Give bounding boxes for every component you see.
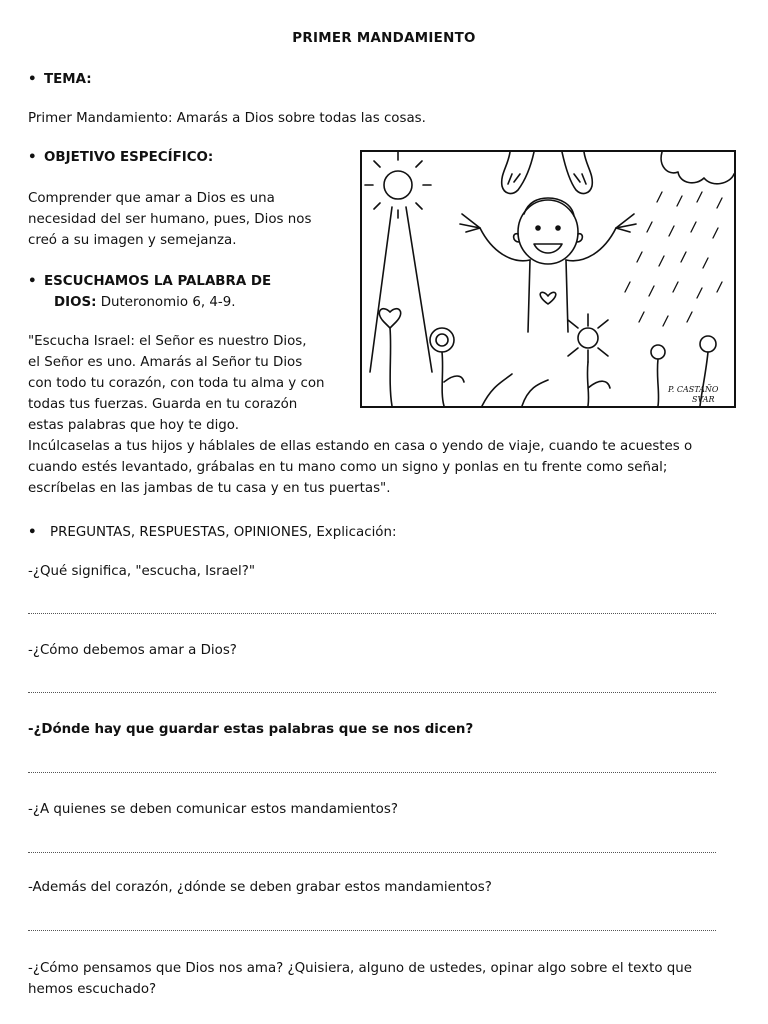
bullet-icon: • [28,72,37,87]
bullet-icon: • [28,150,37,165]
question-6 [28,958,692,1000]
question-2: -¿Cómo debemos amar a Dios? [28,643,237,658]
answer-line-4[interactable] [28,852,716,853]
objetivo-line: creó a su imagen y semejanza. [28,233,237,248]
objetivo-line: Comprender que amar a Dios es una [28,191,275,206]
bullet-icon: • [28,525,37,540]
question-3: -¿Dónde hay que guardar estas palabras que se nos dicen? [28,722,474,737]
question-6-line: hemos escuchado? [28,982,157,997]
rain-icon [625,192,722,326]
quote-line: estas palabras que hoy te digo. [28,418,240,433]
answer-line-2[interactable] [28,692,716,693]
quote-line: todas tus fuerzas. Guarda en tu corazón [28,397,298,412]
objetivo-line: necesidad del ser humano, pues, Dios nos [28,212,312,227]
quote-line: "Escucha Israel: el Señor es nuestro Dios, [28,334,307,349]
sun-icon [365,152,432,372]
objetivo-heading [28,147,213,168]
objetivo-text [28,188,311,251]
illustration-child-praising [360,150,736,408]
preguntas-heading [28,522,397,543]
escuchamos-heading [28,271,271,292]
preguntas-label: PREGUNTAS, RESPUESTAS, OPINIONES, Explicación: [50,525,397,540]
bullet-icon: • [28,274,37,289]
escuchamos-heading-line2 [54,292,236,313]
tema-text-line: Primer Mandamiento: Amarás a Dios sobre todas las cosas. [28,111,426,126]
illustration-signature: P. CASTAÑO [668,385,719,394]
objetivo-label: OBJETIVO ESPECÍFICO: [44,150,214,165]
child-figure-icon [460,198,636,332]
quote-line: escríbelas en las jambas de tu casa y en tus puertas". [28,481,391,496]
answer-line-5[interactable] [28,930,716,931]
illustration-drawing [362,152,734,406]
quote-line: con todo tu corazón, con toda tu alma y con [28,376,325,391]
cloud-icon [661,152,734,184]
escuchamos-label-line2: DIOS: [54,295,97,310]
tema-text [28,108,426,129]
question-5: -Además del corazón, ¿dónde se deben grabar estos mandamientos? [28,880,492,895]
divine-hands-icon [502,152,593,193]
quote-line: cuando estés levantado, grábalas en tu mano como un signo y ponlas en tu frente como señal; [28,460,668,475]
tema-heading [28,69,92,90]
answer-line-3[interactable] [28,772,716,773]
tema-label: TEMA: [44,72,92,87]
question-6-line: -¿Cómo pensamos que Dios nos ama? ¿Quisiera, alguno de ustedes, opinar algo sobre el texto que [28,961,692,976]
question-4: -¿A quienes se deben comunicar estos mandamientos? [28,802,398,817]
quote-line: el Señor es uno. Amarás al Señor tu Dios [28,355,303,370]
illustration-signature-2: SVAR [692,395,715,404]
scripture-reference: Duteronomio 6, 4-9. [100,295,236,310]
escuchamos-label-line1: ESCUCHAMOS LA PALABRA DE [44,274,272,289]
answer-line-1[interactable] [28,613,716,614]
question-1: -¿Qué significa, "escucha, Israel?" [28,564,256,579]
quote-line: Incúlcaselas a tus hijos y háblales de ellas estando en casa o yendo de viaje, cuando te acuestes o [28,439,693,454]
page-title: PRIMER MANDAMIENTO [292,31,476,46]
